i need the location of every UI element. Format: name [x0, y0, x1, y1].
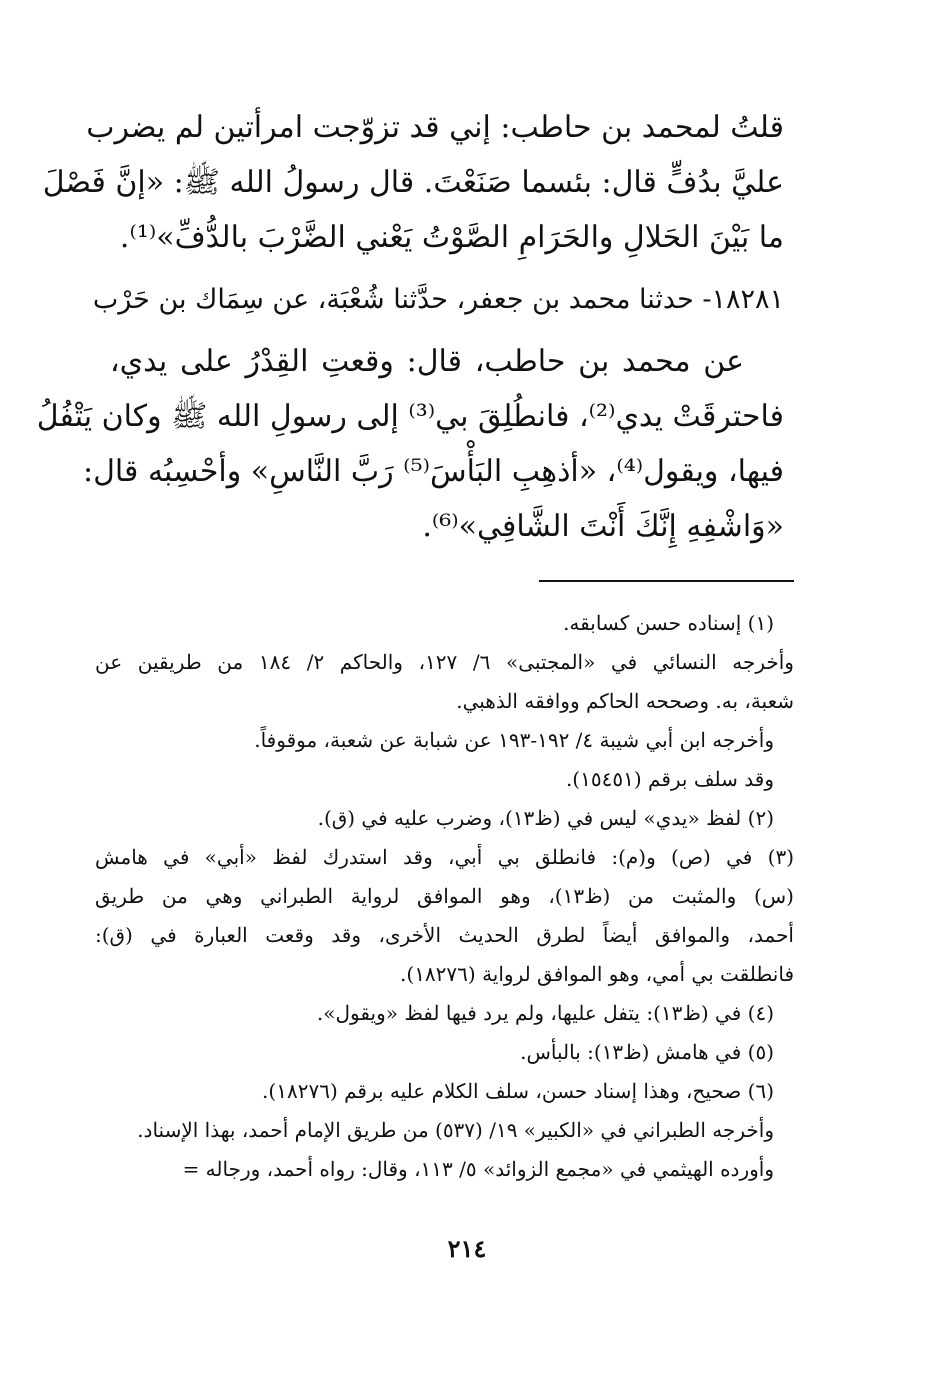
main-text-line: قلتُ لمحمد بن حاطب: إني قد تزوّجت امرأتين لم يضرب [86, 110, 784, 145]
main-text-line: عن محمد بن حاطب، قال: وقعتِ القِدْرُ على يدي، [110, 344, 744, 379]
footnote-line: فانطلقت بي أمي، وهو الموافق لرواية (١٨٢٧٦). [400, 962, 794, 986]
footnote-divider [539, 580, 794, 582]
main-text-line: عليَّ بدُفٍّ قال: بئسما صَنَعْتَ. قال رسولُ الله ﷺ: «إنَّ فَصْلَ [42, 165, 784, 200]
footnote-line: (٥) في هامش (ظ١٣): بالبأس. [520, 1040, 774, 1064]
paragraph-gap [110, 327, 784, 334]
footnote-line: (٣) في (ص) و(م): فانطلق بي أبي، وقد استدرك لفظ «أبي» في هامش [95, 845, 794, 869]
footnote-line: وأخرجه النسائي في «المجتبى» ٦/ ١٢٧، والحاكم ٢/ ١٨٤ من طريقين عن [95, 650, 794, 674]
footnote-line: وأخرجه الطبراني في «الكبير» ١٩/ (٥٣٧) من طريق الإمام أحمد، بهذا الإسناد. [137, 1118, 774, 1142]
main-text-line: «وَاشْفِهِ إِنَّكَ أَنْتَ الشَّافِي»⁽⁶⁾. [422, 509, 784, 544]
footnote-line: شعبة، به. وصححه الحاكم ووافقه الذهبي. [456, 689, 794, 713]
footnote-line: (س) والمثبت من (ظ١٣)، وهو الموافق لرواية الطبراني وهي من طريق [95, 884, 794, 908]
hadith-number-line: ١٨٢٨١- حدثنا محمد بن جعفر، حدَّثنا شُعْبَة، عن سِمَاك بن حَرْب [92, 284, 784, 315]
footnote-line: (٢) لفظ «يدي» ليس في (ظ١٣)، وضرب عليه في (ق). [317, 806, 774, 830]
footnotes-section [95, 604, 794, 1189]
footnote-line: وأخرجه ابن أبي شيبة ٤/ ١٩٢-١٩٣ عن شبابة عن شعبة، موقوفاً. [254, 728, 774, 752]
footnote-line: (٤) في (ظ١٣): يتفل عليها، ولم يرد فيها لفظ «ويقول». [316, 1001, 774, 1025]
footnote-line: أحمد، والموافق أيضاً لطرق الحديث الأخرى، وقد وقعت العبارة في (ق): [95, 923, 794, 947]
main-text-line: فاحترقَتْ يدي⁽²⁾، فانطُلِقَ بي⁽³⁾ إلى رسولِ الله ﷺ وكان يَتْفُلُ [36, 399, 784, 434]
footnote-line: وأورده الهيثمي في «مجمع الزوائد» ٥/ ١١٣، وقال: رواه أحمد، ورجاله = [182, 1157, 774, 1181]
main-text-line: ما بَيْنَ الحَلالِ والحَرَامِ الصَّوْتُ يَعْني الضَّرْبَ بالدُّفِّ»⁽¹⁾. [119, 220, 784, 255]
main-text-line: فيها، ويقول⁽⁴⁾، «أذهِبِ البَأْسَ⁽⁵⁾ رَبَّ النَّاسِ» وأحْسِبُه قال: [83, 454, 784, 489]
main-hadith-text [36, 100, 784, 554]
footnote-line: (٦) صحيح، وهذا إسناد حسن، سلف الكلام عليه برقم (١٨٢٧٦). [262, 1079, 774, 1103]
footnote-line: (١) إسناده حسن كسابقه. [563, 611, 774, 635]
paragraph-gap [110, 265, 784, 272]
page-number: ٢١٤ [447, 1234, 487, 1263]
footnote-line: وقد سلف برقم (١٥٤٥١). [565, 767, 774, 791]
